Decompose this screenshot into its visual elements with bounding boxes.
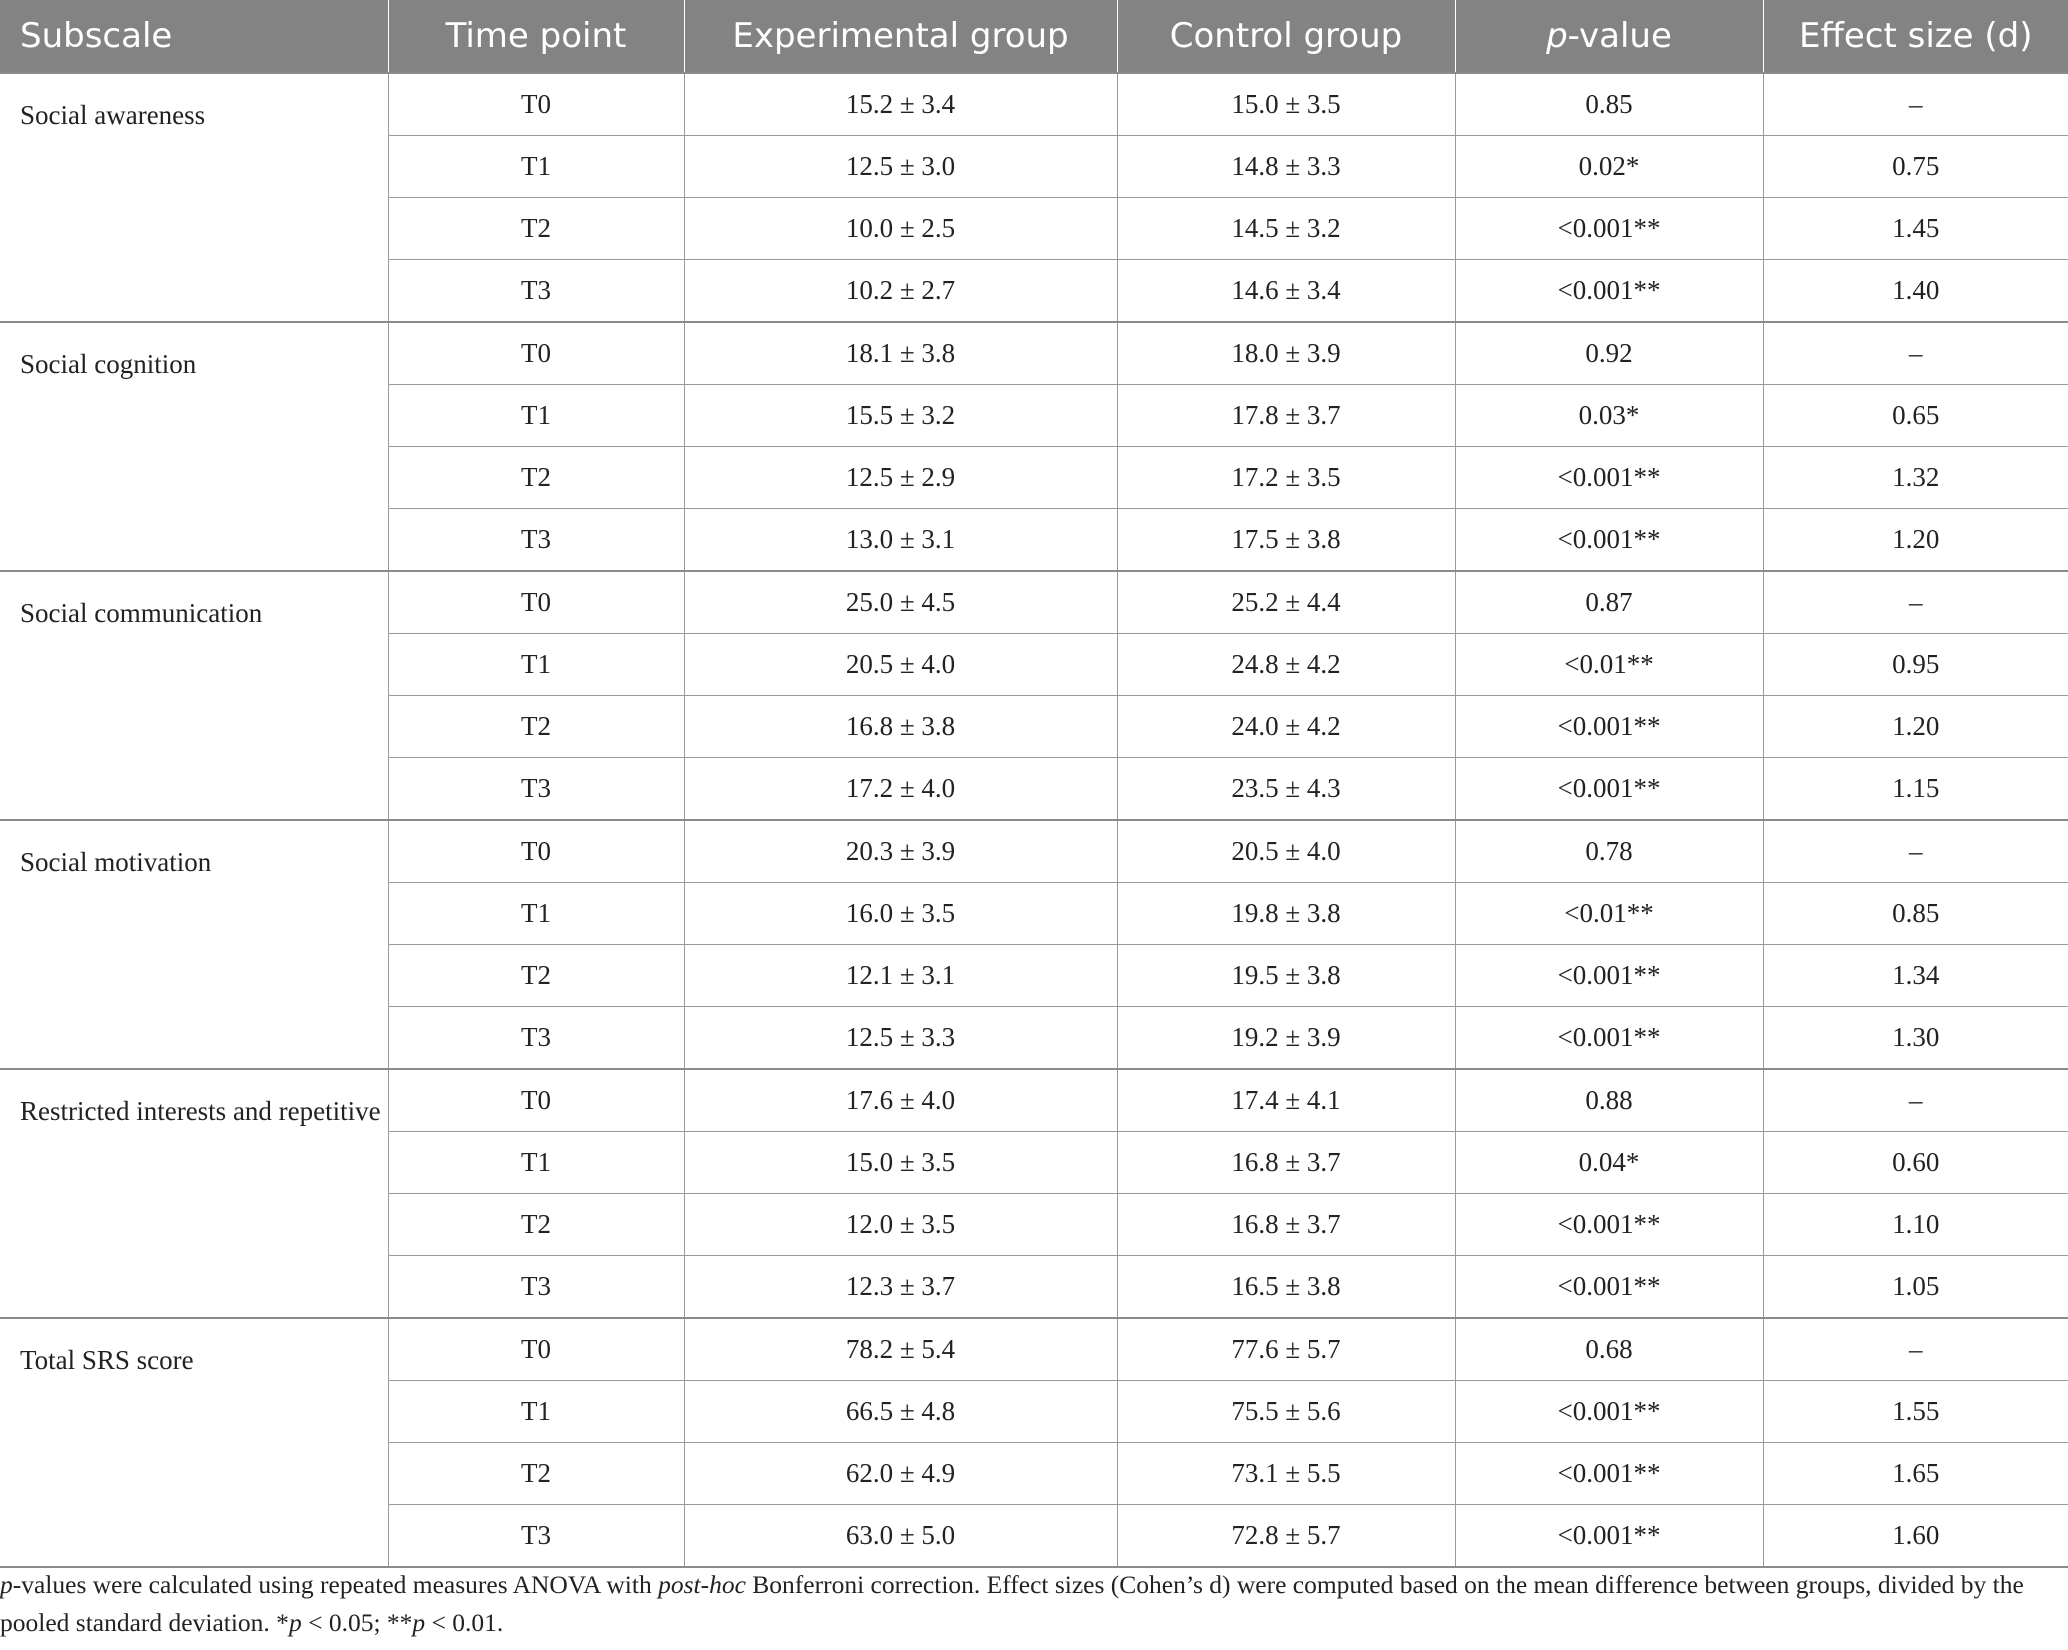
- cell-p-value: <0.001**: [1455, 198, 1763, 260]
- cell-control: 16.5 ± 3.8: [1117, 1256, 1455, 1319]
- table-row: [0, 571, 2068, 634]
- footnote-text: < 0.05; **: [301, 1608, 413, 1637]
- cell-effect-size: 0.85: [1763, 883, 2068, 945]
- cell-experimental: 15.0 ± 3.5: [684, 1132, 1117, 1194]
- header-p-value: [1455, 0, 1763, 73]
- cell-effect-size: 1.60: [1763, 1505, 2068, 1568]
- cell-time-point: T0: [388, 571, 684, 634]
- cell-time-point: T2: [388, 447, 684, 509]
- cell-p-value: 0.02*: [1455, 136, 1763, 198]
- footnote-p-italic: p: [0, 1570, 13, 1599]
- cell-p-value: <0.001**: [1455, 1194, 1763, 1256]
- cell-effect-size: 1.30: [1763, 1007, 2068, 1070]
- cell-experimental: 17.2 ± 4.0: [684, 758, 1117, 821]
- cell-control: 15.0 ± 3.5: [1117, 73, 1455, 136]
- cell-control: 16.8 ± 3.7: [1117, 1132, 1455, 1194]
- cell-experimental: 20.5 ± 4.0: [684, 634, 1117, 696]
- cell-experimental: 25.0 ± 4.5: [684, 571, 1117, 634]
- cell-effect-size: 1.45: [1763, 198, 2068, 260]
- cell-effect-size: 0.65: [1763, 385, 2068, 447]
- cell-experimental: 17.6 ± 4.0: [684, 1069, 1117, 1132]
- cell-control: 14.8 ± 3.3: [1117, 136, 1455, 198]
- cell-time-point: T2: [388, 945, 684, 1007]
- cell-time-point: T1: [388, 1381, 684, 1443]
- cell-p-value: <0.001**: [1455, 260, 1763, 323]
- cell-control: 17.2 ± 3.5: [1117, 447, 1455, 509]
- cell-effect-size: 1.10: [1763, 1194, 2068, 1256]
- cell-experimental: 16.0 ± 3.5: [684, 883, 1117, 945]
- cell-effect-size: –: [1763, 820, 2068, 883]
- cell-experimental: 15.5 ± 3.2: [684, 385, 1117, 447]
- table-header-row: [0, 0, 2068, 73]
- cell-effect-size: 0.60: [1763, 1132, 2068, 1194]
- cell-effect-size: –: [1763, 571, 2068, 634]
- cell-p-value: <0.001**: [1455, 1007, 1763, 1070]
- cell-p-value: 0.87: [1455, 571, 1763, 634]
- header-control-group: Control group: [1117, 0, 1455, 73]
- cell-effect-size: 0.75: [1763, 136, 2068, 198]
- table-body: [0, 73, 2068, 1567]
- cell-p-value: <0.01**: [1455, 883, 1763, 945]
- cell-control: 24.0 ± 4.2: [1117, 696, 1455, 758]
- cell-time-point: T0: [388, 73, 684, 136]
- footnote-text: Bonferroni correction. Effect sizes (Cohen’s d) were computed based on the mean difference between groups, divided by the pooled standard deviation. *: [0, 1570, 2024, 1637]
- cell-experimental: 10.2 ± 2.7: [684, 260, 1117, 323]
- cell-control: 75.5 ± 5.6: [1117, 1381, 1455, 1443]
- cell-experimental: 12.0 ± 3.5: [684, 1194, 1117, 1256]
- cell-experimental: 12.5 ± 3.3: [684, 1007, 1117, 1070]
- cell-effect-size: 1.15: [1763, 758, 2068, 821]
- footnote-text: < 0.01.: [425, 1608, 504, 1637]
- cell-experimental: 20.3 ± 3.9: [684, 820, 1117, 883]
- cell-p-value: <0.01**: [1455, 634, 1763, 696]
- cell-p-value: 0.85: [1455, 73, 1763, 136]
- cell-time-point: T3: [388, 260, 684, 323]
- cell-experimental: 10.0 ± 2.5: [684, 198, 1117, 260]
- header-effect-size: Effect size (d): [1763, 0, 2068, 73]
- footnote-posthoc: post-hoc: [658, 1570, 746, 1599]
- cell-subscale: Restricted interests and repetitive: [0, 1069, 388, 1318]
- header-experimental-group: Experimental group: [684, 0, 1117, 73]
- cell-time-point: T1: [388, 1132, 684, 1194]
- cell-effect-size: 1.20: [1763, 509, 2068, 572]
- cell-experimental: 15.2 ± 3.4: [684, 73, 1117, 136]
- cell-subscale: Social communication: [0, 571, 388, 820]
- footnote-p-italic: p: [288, 1608, 302, 1637]
- header-p-rest: -value: [1567, 16, 1672, 56]
- cell-effect-size: –: [1763, 322, 2068, 385]
- cell-time-point: T0: [388, 1069, 684, 1132]
- cell-control: 17.5 ± 3.8: [1117, 509, 1455, 572]
- cell-effect-size: 1.05: [1763, 1256, 2068, 1319]
- cell-p-value: <0.001**: [1455, 1381, 1763, 1443]
- cell-time-point: T0: [388, 1318, 684, 1381]
- cell-control: 16.8 ± 3.7: [1117, 1194, 1455, 1256]
- cell-time-point: T2: [388, 198, 684, 260]
- cell-experimental: 63.0 ± 5.0: [684, 1505, 1117, 1568]
- table-row: [0, 322, 2068, 385]
- cell-experimental: 12.5 ± 2.9: [684, 447, 1117, 509]
- cell-p-value: 0.04*: [1455, 1132, 1763, 1194]
- cell-p-value: <0.001**: [1455, 696, 1763, 758]
- cell-subscale: Social motivation: [0, 820, 388, 1069]
- cell-control: 19.8 ± 3.8: [1117, 883, 1455, 945]
- cell-control: 17.4 ± 4.1: [1117, 1069, 1455, 1132]
- cell-control: 20.5 ± 4.0: [1117, 820, 1455, 883]
- cell-time-point: T1: [388, 385, 684, 447]
- cell-effect-size: 1.34: [1763, 945, 2068, 1007]
- cell-effect-size: 0.95: [1763, 634, 2068, 696]
- cell-control: 19.2 ± 3.9: [1117, 1007, 1455, 1070]
- cell-experimental: 78.2 ± 5.4: [684, 1318, 1117, 1381]
- cell-p-value: 0.78: [1455, 820, 1763, 883]
- cell-control: 14.5 ± 3.2: [1117, 198, 1455, 260]
- footnote-text: -values were calculated using repeated measures ANOVA with: [12, 1570, 659, 1599]
- cell-control: 77.6 ± 5.7: [1117, 1318, 1455, 1381]
- cell-time-point: T0: [388, 322, 684, 385]
- cell-experimental: 12.1 ± 3.1: [684, 945, 1117, 1007]
- cell-effect-size: 1.40: [1763, 260, 2068, 323]
- table-footnote: [0, 1566, 2060, 1642]
- cell-time-point: T2: [388, 696, 684, 758]
- cell-p-value: <0.001**: [1455, 945, 1763, 1007]
- cell-experimental: 62.0 ± 4.9: [684, 1443, 1117, 1505]
- cell-effect-size: 1.65: [1763, 1443, 2068, 1505]
- cell-p-value: 0.88: [1455, 1069, 1763, 1132]
- cell-time-point: T1: [388, 136, 684, 198]
- cell-effect-size: –: [1763, 1069, 2068, 1132]
- cell-time-point: T0: [388, 820, 684, 883]
- cell-effect-size: –: [1763, 73, 2068, 136]
- cell-control: 19.5 ± 3.8: [1117, 945, 1455, 1007]
- cell-control: 25.2 ± 4.4: [1117, 571, 1455, 634]
- table-row: [0, 1069, 2068, 1132]
- cell-p-value: <0.001**: [1455, 758, 1763, 821]
- cell-control: 14.6 ± 3.4: [1117, 260, 1455, 323]
- cell-time-point: T3: [388, 1007, 684, 1070]
- table-row: [0, 820, 2068, 883]
- cell-time-point: T1: [388, 883, 684, 945]
- cell-p-value: <0.001**: [1455, 1505, 1763, 1568]
- cell-p-value: 0.92: [1455, 322, 1763, 385]
- cell-p-value: 0.68: [1455, 1318, 1763, 1381]
- cell-control: 72.8 ± 5.7: [1117, 1505, 1455, 1568]
- header-time-point: Time point: [388, 0, 684, 73]
- cell-subscale: Social cognition: [0, 322, 388, 571]
- header-subscale: Subscale: [0, 0, 388, 73]
- cell-time-point: T2: [388, 1443, 684, 1505]
- cell-p-value: <0.001**: [1455, 447, 1763, 509]
- cell-time-point: T3: [388, 1256, 684, 1319]
- cell-control: 24.8 ± 4.2: [1117, 634, 1455, 696]
- cell-experimental: 18.1 ± 3.8: [684, 322, 1117, 385]
- cell-p-value: <0.001**: [1455, 509, 1763, 572]
- cell-experimental: 13.0 ± 3.1: [684, 509, 1117, 572]
- cell-experimental: 66.5 ± 4.8: [684, 1381, 1117, 1443]
- cell-effect-size: 1.32: [1763, 447, 2068, 509]
- footnote-p-italic: p: [412, 1608, 426, 1637]
- cell-effect-size: –: [1763, 1318, 2068, 1381]
- cell-control: 17.8 ± 3.7: [1117, 385, 1455, 447]
- cell-subscale: Total SRS score: [0, 1318, 388, 1567]
- cell-control: 23.5 ± 4.3: [1117, 758, 1455, 821]
- cell-effect-size: 1.55: [1763, 1381, 2068, 1443]
- table-row: [0, 73, 2068, 136]
- cell-p-value: 0.03*: [1455, 385, 1763, 447]
- cell-effect-size: 1.20: [1763, 696, 2068, 758]
- cell-experimental: 16.8 ± 3.8: [684, 696, 1117, 758]
- cell-experimental: 12.5 ± 3.0: [684, 136, 1117, 198]
- cell-time-point: T2: [388, 1194, 684, 1256]
- cell-p-value: <0.001**: [1455, 1443, 1763, 1505]
- cell-time-point: T1: [388, 634, 684, 696]
- cell-control: 18.0 ± 3.9: [1117, 322, 1455, 385]
- header-p-italic: p: [1546, 16, 1568, 56]
- cell-time-point: T3: [388, 758, 684, 821]
- cell-experimental: 12.3 ± 3.7: [684, 1256, 1117, 1319]
- cell-p-value: <0.001**: [1455, 1256, 1763, 1319]
- cell-control: 73.1 ± 5.5: [1117, 1443, 1455, 1505]
- cell-time-point: T3: [388, 509, 684, 572]
- cell-time-point: T3: [388, 1505, 684, 1568]
- cell-subscale: Social awareness: [0, 73, 388, 322]
- table-row: [0, 1318, 2068, 1381]
